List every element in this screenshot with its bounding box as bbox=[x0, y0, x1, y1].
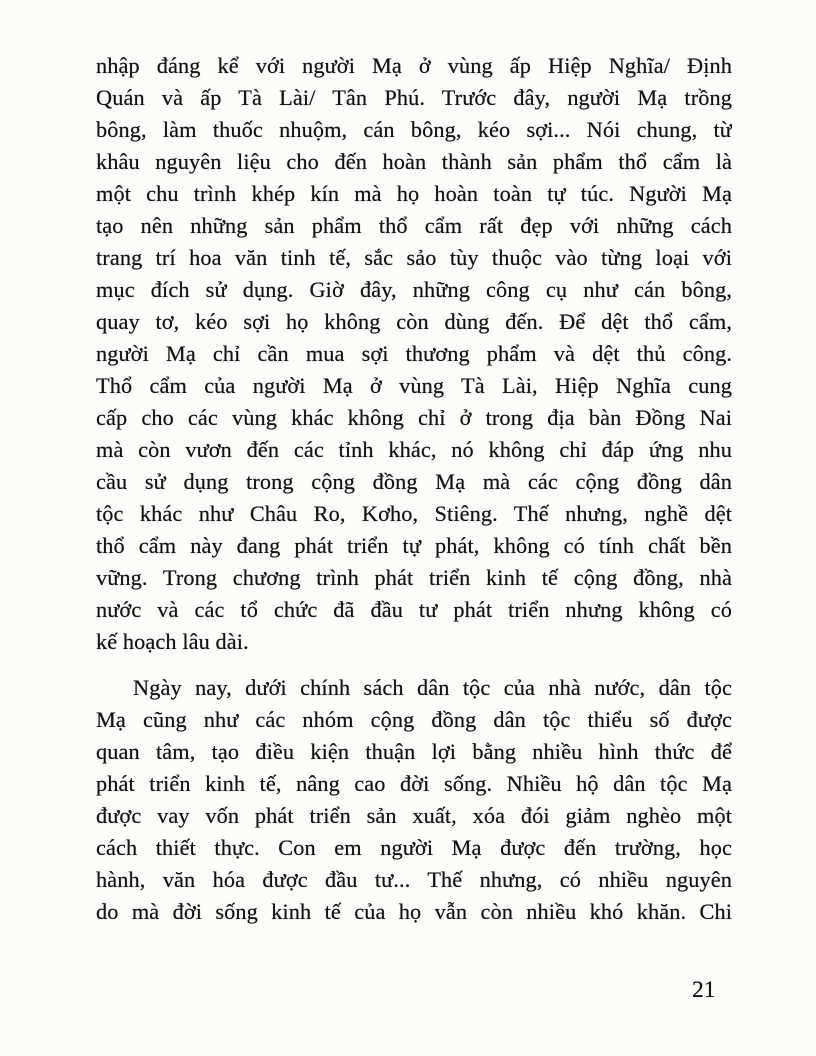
text-line: phát triển kinh tế, nâng cao đời sống. Nhiều hộ dân tộc Mạ bbox=[96, 771, 732, 796]
text-line: nước và các tổ chức đã đầu tư phát triển nhưng không có bbox=[96, 597, 732, 622]
text-line: nhập đáng kể với người Mạ ở vùng ấp Hiệp Nghĩa/ Định bbox=[96, 53, 732, 78]
text-line: bông, làm thuốc nhuộm, cán bông, kéo sợi... Nói chung, từ bbox=[96, 117, 732, 142]
paragraph bbox=[96, 672, 732, 928]
text-line: thổ cẩm này đang phát triển tự phát, không có tính chất bền bbox=[96, 533, 732, 558]
text-line: vững. Trong chương trình phát triển kinh tế cộng đồng, nhà bbox=[96, 565, 732, 590]
text-line: cầu sử dụng trong cộng đồng Mạ mà các cộng đồng dân bbox=[96, 469, 732, 494]
text-line: cấp cho các vùng khác không chỉ ở trong địa bàn Đồng Nai bbox=[96, 405, 732, 430]
text-line: quay tơ, kéo sợi họ không còn dùng đến. Để dệt thổ cẩm, bbox=[96, 309, 732, 334]
text-block bbox=[96, 50, 732, 928]
text-line: khâu nguyên liệu cho đến hoàn thành sản phẩm thổ cẩm là bbox=[96, 149, 732, 174]
text-line: kế hoạch lâu dài. bbox=[96, 629, 249, 654]
page-number: 21 bbox=[692, 977, 716, 1003]
text-line: quan tâm, tạo điều kiện thuận lợi bằng nhiều hình thức để bbox=[96, 739, 732, 764]
text-line: một chu trình khép kín mà họ hoàn toàn tự túc. Người Mạ bbox=[96, 181, 732, 206]
text-line: mà còn vươn đến các tỉnh khác, nó không chỉ đáp ứng nhu bbox=[96, 437, 732, 462]
text-line: Thổ cẩm của người Mạ ở vùng Tà Lài, Hiệp Nghĩa cung bbox=[96, 373, 732, 398]
text-line: được vay vốn phát triển sản xuất, xóa đói giảm nghèo một bbox=[96, 803, 732, 828]
text-line: mục đích sử dụng. Giờ đây, những công cụ như cán bông, bbox=[96, 277, 732, 302]
text-line: hành, văn hóa được đầu tư... Thế nhưng, có nhiều nguyên bbox=[96, 867, 732, 892]
text-line: người Mạ chỉ cần mua sợi thương phẩm và dệt thủ công. bbox=[96, 341, 732, 366]
text-line: do mà đời sống kinh tế của họ vẫn còn nhiều khó khăn. Chi bbox=[96, 899, 732, 924]
text-line: Ngày nay, dưới chính sách dân tộc của nhà nước, dân tộc bbox=[133, 675, 732, 700]
text-line: cách thiết thực. Con em người Mạ được đến trường, học bbox=[96, 835, 732, 860]
text-line: tộc khác như Châu Ro, Kơho, Stiêng. Thế nhưng, nghề dệt bbox=[96, 501, 732, 526]
text-line: trang trí hoa văn tinh tế, sắc sảo tùy thuộc vào từng loại với bbox=[96, 245, 732, 270]
paragraph bbox=[96, 50, 732, 658]
text-line: Mạ cũng như các nhóm cộng đồng dân tộc thiểu số được bbox=[96, 707, 732, 732]
text-line: tạo nên những sản phẩm thổ cẩm rất đẹp với những cách bbox=[96, 213, 732, 238]
text-line: Quán và ấp Tà Lài/ Tân Phú. Trước đây, người Mạ trồng bbox=[96, 85, 732, 110]
